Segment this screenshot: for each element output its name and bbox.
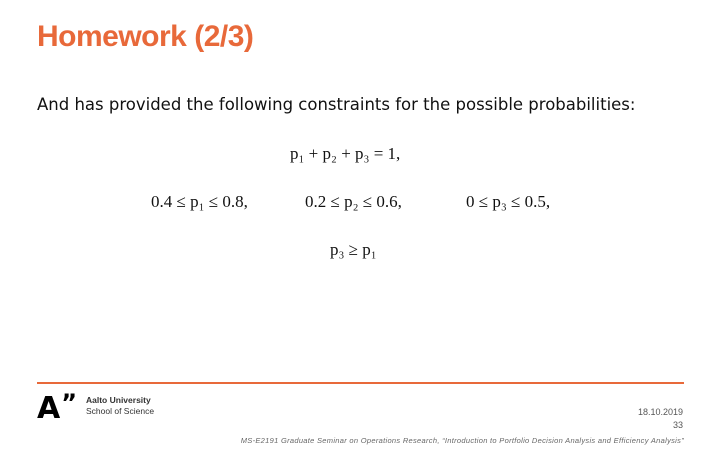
- page-number: 33: [672, 419, 683, 430]
- logo-letter: A: [37, 391, 61, 426]
- organization: [86, 395, 154, 417]
- slide-date: 18.10.2019: [637, 407, 683, 417]
- equation-constraint-p2: 0.2 ≤ p₂ ≤ 0.6,: [305, 192, 402, 211]
- equation-order: p₃ ≥ p₁: [330, 240, 377, 259]
- equation-constraint-p1: 0.4 ≤ p₁ ≤ 0.8,: [151, 192, 248, 211]
- course-footnote: MS-E2191 Graduate Seminar on Operations Research, “Introduction to Portfolio Decision Analysis and Efficiency Analysis”: [240, 436, 684, 445]
- intro-text: And has provided the following constraints for the possible probabilities:: [37, 95, 636, 114]
- footer-divider: [37, 382, 684, 384]
- logo-mark: ”: [61, 389, 77, 417]
- aalto-logo: [37, 389, 77, 426]
- equation-constraint-p3: 0 ≤ p₃ ≤ 0.5,: [466, 192, 551, 211]
- university-name: Aalto University: [86, 395, 151, 405]
- school-name: School of Science: [86, 406, 155, 417]
- slide-title: Homework (2/3): [37, 20, 254, 53]
- equation-sum: p₁ + p₂ + p₃ = 1,: [290, 144, 401, 163]
- date-page: [638, 406, 683, 431]
